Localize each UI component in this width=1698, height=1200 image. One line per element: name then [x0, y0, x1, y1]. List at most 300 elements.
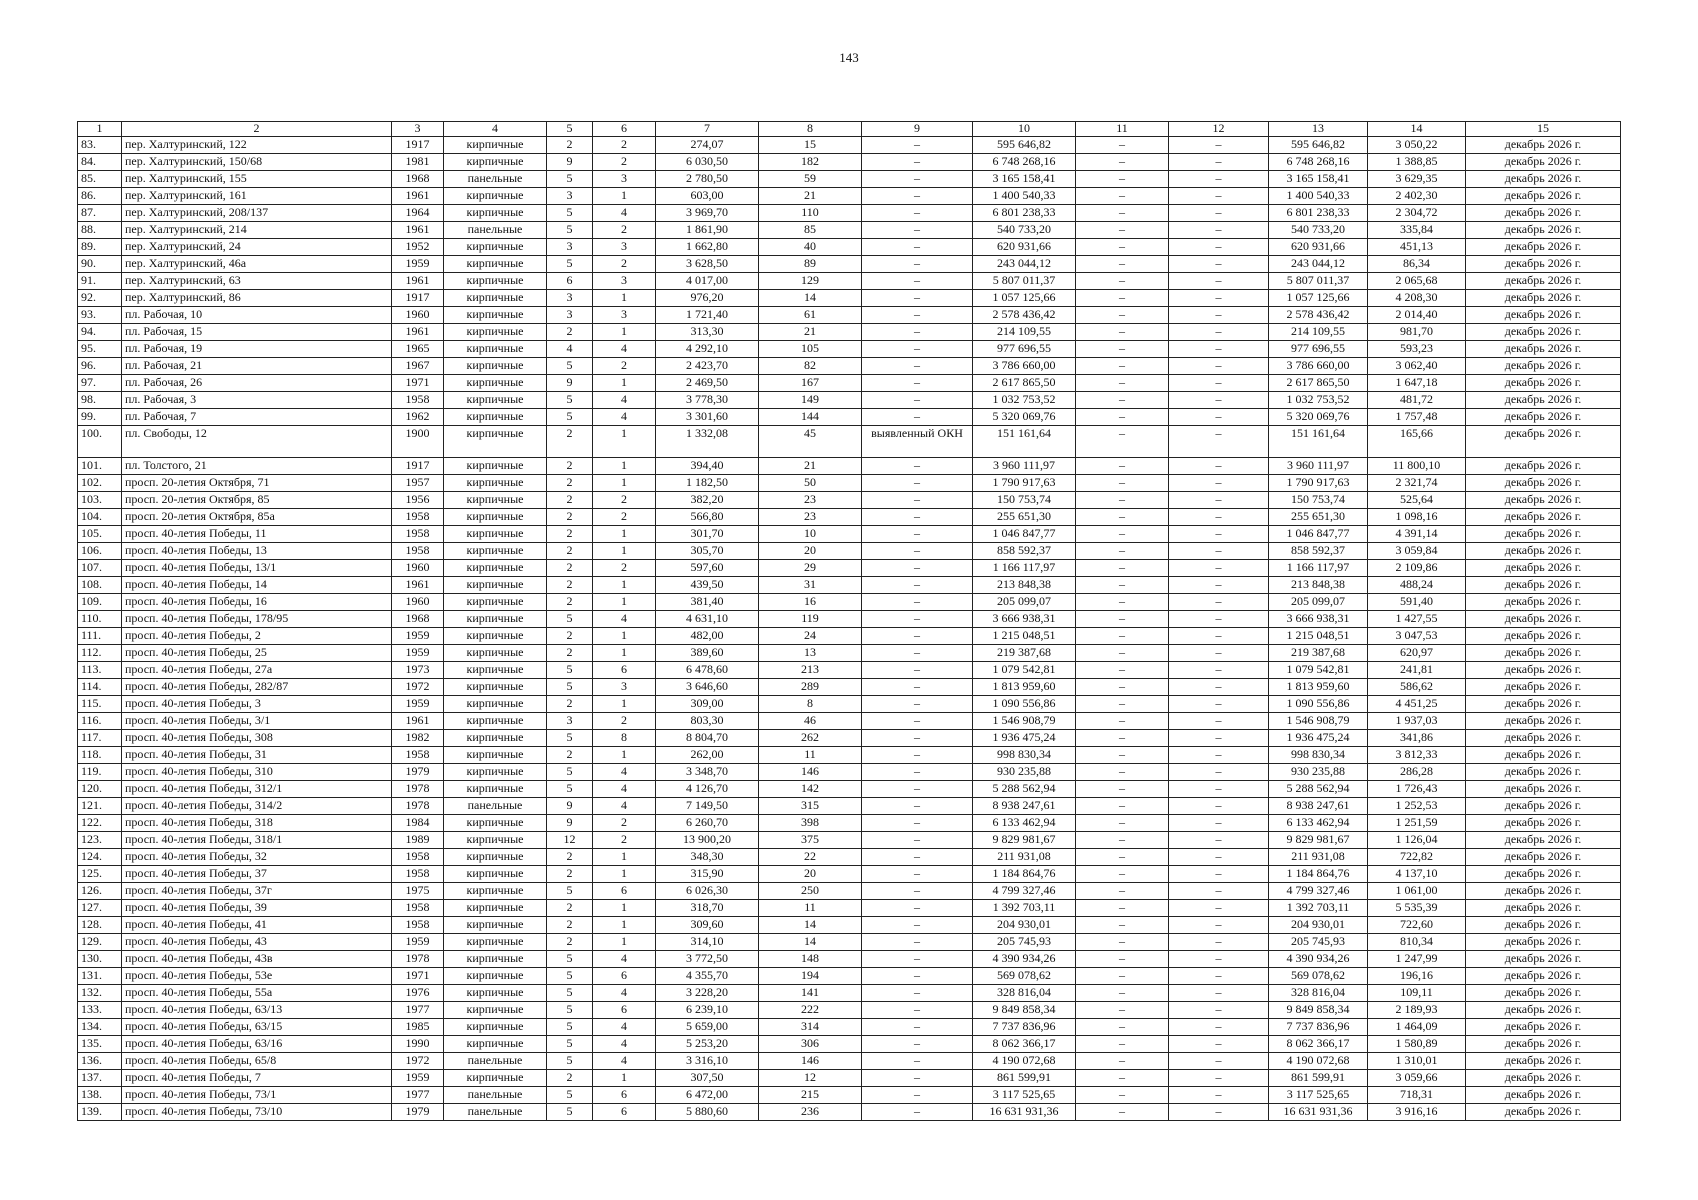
cost-cell: 6 133 462,94 — [973, 815, 1076, 832]
residents-cell: 213 — [759, 662, 862, 679]
address-cell: пер. Халтуринский, 161 — [122, 188, 392, 205]
wall-material-cell: кирпичные — [444, 273, 547, 290]
col12-cell: – — [1169, 475, 1269, 492]
residents-cell: 222 — [759, 1002, 862, 1019]
area-cell: 13 900,20 — [656, 832, 759, 849]
table-row — [78, 205, 1621, 222]
column-header: 7 — [656, 122, 759, 137]
col11-cell: – — [1076, 273, 1169, 290]
residents-cell: 142 — [759, 781, 862, 798]
unit-cost-cell: 3 629,35 — [1368, 171, 1466, 188]
floors-cell: 5 — [547, 883, 593, 900]
heritage-status-cell: – — [862, 985, 973, 1002]
column-header: 1 — [78, 122, 122, 137]
col11-cell: – — [1076, 696, 1169, 713]
heritage-status-cell: – — [862, 154, 973, 171]
table-row — [78, 375, 1621, 392]
address-cell: пер. Халтуринский, 63 — [122, 273, 392, 290]
area-cell: 389,60 — [656, 645, 759, 662]
area-cell: 3 348,70 — [656, 764, 759, 781]
address-cell: пл. Толстого, 21 — [122, 458, 392, 475]
cost-cell: 1 079 542,81 — [973, 662, 1076, 679]
cost-cell: 16 631 931,36 — [973, 1104, 1076, 1121]
total-cost-cell: 1 079 542,81 — [1269, 662, 1368, 679]
col11-cell: – — [1076, 324, 1169, 341]
heritage-status-cell: – — [862, 1036, 973, 1053]
table-row — [78, 1070, 1621, 1087]
heritage-status-cell: – — [862, 781, 973, 798]
row-number-cell: 130. — [78, 951, 122, 968]
row-number-cell: 123. — [78, 832, 122, 849]
deadline-cell: декабрь 2026 г. — [1466, 849, 1621, 866]
column-header: 12 — [1169, 122, 1269, 137]
table-row — [78, 409, 1621, 426]
row-number-cell: 94. — [78, 324, 122, 341]
address-cell: пер. Халтуринский, 122 — [122, 137, 392, 154]
total-cost-cell: 243 044,12 — [1269, 256, 1368, 273]
heritage-status-cell: – — [862, 324, 973, 341]
total-cost-cell: 3 666 938,31 — [1269, 611, 1368, 628]
entrances-cell: 8 — [593, 730, 656, 747]
total-cost-cell: 5 320 069,76 — [1269, 409, 1368, 426]
floors-cell: 3 — [547, 713, 593, 730]
total-cost-cell: 9 849 858,34 — [1269, 1002, 1368, 1019]
row-number-cell: 134. — [78, 1019, 122, 1036]
table-row — [78, 900, 1621, 917]
address-cell: просп. 40-летия Победы, 3/1 — [122, 713, 392, 730]
residents-cell: 110 — [759, 205, 862, 222]
deadline-cell: декабрь 2026 г. — [1466, 1019, 1621, 1036]
floors-cell: 12 — [547, 832, 593, 849]
address-cell: просп. 40-летия Победы, 43в — [122, 951, 392, 968]
entrances-cell: 1 — [593, 543, 656, 560]
year-cell: 1971 — [392, 375, 444, 392]
heritage-status-cell: – — [862, 900, 973, 917]
col12-cell: – — [1169, 375, 1269, 392]
area-cell: 3 778,30 — [656, 392, 759, 409]
year-cell: 1964 — [392, 205, 444, 222]
row-number-cell: 88. — [78, 222, 122, 239]
floors-cell: 2 — [547, 645, 593, 662]
area-cell: 6 472,00 — [656, 1087, 759, 1104]
floors-cell: 3 — [547, 188, 593, 205]
col11-cell: – — [1076, 968, 1169, 985]
col12-cell: – — [1169, 934, 1269, 951]
cost-cell: 595 646,82 — [973, 137, 1076, 154]
row-number-cell: 139. — [78, 1104, 122, 1121]
deadline-cell: декабрь 2026 г. — [1466, 764, 1621, 781]
wall-material-cell: кирпичные — [444, 747, 547, 764]
entrances-cell: 2 — [593, 256, 656, 273]
year-cell: 1984 — [392, 815, 444, 832]
floors-cell: 5 — [547, 764, 593, 781]
entrances-cell: 1 — [593, 866, 656, 883]
col11-cell: – — [1076, 409, 1169, 426]
heritage-status-cell: – — [862, 679, 973, 696]
unit-cost-cell: 3 059,84 — [1368, 543, 1466, 560]
row-number-cell: 137. — [78, 1070, 122, 1087]
address-cell: пер. Халтуринский, 214 — [122, 222, 392, 239]
wall-material-cell: кирпичные — [444, 832, 547, 849]
residents-cell: 45 — [759, 426, 862, 458]
wall-material-cell: кирпичные — [444, 696, 547, 713]
unit-cost-cell: 286,28 — [1368, 764, 1466, 781]
total-cost-cell: 6 801 238,33 — [1269, 205, 1368, 222]
total-cost-cell: 205 099,07 — [1269, 594, 1368, 611]
area-cell: 5 253,20 — [656, 1036, 759, 1053]
wall-material-cell: кирпичные — [444, 883, 547, 900]
area-cell: 3 316,10 — [656, 1053, 759, 1070]
year-cell: 1976 — [392, 985, 444, 1002]
floors-cell: 5 — [547, 1019, 593, 1036]
col11-cell: – — [1076, 1002, 1169, 1019]
heritage-status-cell: – — [862, 628, 973, 645]
row-number-cell: 126. — [78, 883, 122, 900]
unit-cost-cell: 3 062,40 — [1368, 358, 1466, 375]
entrances-cell: 4 — [593, 1036, 656, 1053]
heritage-status-cell: – — [862, 883, 973, 900]
total-cost-cell: 150 753,74 — [1269, 492, 1368, 509]
heritage-status-cell: – — [862, 1053, 973, 1070]
deadline-cell: декабрь 2026 г. — [1466, 645, 1621, 662]
table-row — [78, 392, 1621, 409]
heritage-status-cell: – — [862, 341, 973, 358]
cost-cell: 861 599,91 — [973, 1070, 1076, 1087]
floors-cell: 3 — [547, 307, 593, 324]
col12-cell: – — [1169, 628, 1269, 645]
col11-cell: – — [1076, 426, 1169, 458]
area-cell: 5 880,60 — [656, 1104, 759, 1121]
unit-cost-cell: 620,97 — [1368, 645, 1466, 662]
table-row — [78, 866, 1621, 883]
wall-material-cell: кирпичные — [444, 341, 547, 358]
col12-cell: – — [1169, 747, 1269, 764]
col11-cell: – — [1076, 341, 1169, 358]
col11-cell: – — [1076, 628, 1169, 645]
row-number-cell: 108. — [78, 577, 122, 594]
wall-material-cell: кирпичные — [444, 764, 547, 781]
unit-cost-cell: 488,24 — [1368, 577, 1466, 594]
floors-cell: 5 — [547, 392, 593, 409]
residents-cell: 10 — [759, 526, 862, 543]
address-cell: пл. Рабочая, 15 — [122, 324, 392, 341]
address-cell: просп. 40-летия Победы, 3 — [122, 696, 392, 713]
floors-cell: 5 — [547, 730, 593, 747]
total-cost-cell: 2 617 865,50 — [1269, 375, 1368, 392]
entrances-cell: 2 — [593, 358, 656, 375]
residents-cell: 12 — [759, 1070, 862, 1087]
col12-cell: – — [1169, 645, 1269, 662]
floors-cell: 9 — [547, 154, 593, 171]
col11-cell: – — [1076, 1019, 1169, 1036]
wall-material-cell: кирпичные — [444, 968, 547, 985]
deadline-cell: декабрь 2026 г. — [1466, 239, 1621, 256]
entrances-cell: 1 — [593, 747, 656, 764]
cost-cell: 3 165 158,41 — [973, 171, 1076, 188]
area-cell: 6 026,30 — [656, 883, 759, 900]
deadline-cell: декабрь 2026 г. — [1466, 900, 1621, 917]
deadline-cell: декабрь 2026 г. — [1466, 290, 1621, 307]
row-number-cell: 101. — [78, 458, 122, 475]
area-cell: 439,50 — [656, 577, 759, 594]
unit-cost-cell: 3 059,66 — [1368, 1070, 1466, 1087]
deadline-cell: декабрь 2026 г. — [1466, 968, 1621, 985]
wall-material-cell: панельные — [444, 798, 547, 815]
total-cost-cell: 1 090 556,86 — [1269, 696, 1368, 713]
total-cost-cell: 205 745,93 — [1269, 934, 1368, 951]
col11-cell: – — [1076, 307, 1169, 324]
year-cell: 1958 — [392, 747, 444, 764]
row-number-cell: 129. — [78, 934, 122, 951]
row-number-cell: 109. — [78, 594, 122, 611]
address-cell: просп. 40-летия Победы, 25 — [122, 645, 392, 662]
column-header: 3 — [392, 122, 444, 137]
col12-cell: – — [1169, 883, 1269, 900]
col11-cell: – — [1076, 188, 1169, 205]
deadline-cell: декабрь 2026 г. — [1466, 798, 1621, 815]
total-cost-cell: 8 062 366,17 — [1269, 1036, 1368, 1053]
wall-material-cell: кирпичные — [444, 475, 547, 492]
table-row — [78, 832, 1621, 849]
residents-cell: 16 — [759, 594, 862, 611]
col12-cell: – — [1169, 358, 1269, 375]
entrances-cell: 4 — [593, 985, 656, 1002]
wall-material-cell: кирпичные — [444, 679, 547, 696]
year-cell: 1958 — [392, 526, 444, 543]
wall-material-cell: кирпичные — [444, 239, 547, 256]
address-cell: просп. 40-летия Победы, 73/10 — [122, 1104, 392, 1121]
table-row — [78, 358, 1621, 375]
address-cell: пер. Халтуринский, 155 — [122, 171, 392, 188]
address-cell: пл. Рабочая, 3 — [122, 392, 392, 409]
floors-cell: 2 — [547, 475, 593, 492]
unit-cost-cell: 1 251,59 — [1368, 815, 1466, 832]
table-row — [78, 560, 1621, 577]
table-row — [78, 611, 1621, 628]
deadline-cell: декабрь 2026 г. — [1466, 985, 1621, 1002]
table-row — [78, 662, 1621, 679]
total-cost-cell: 977 696,55 — [1269, 341, 1368, 358]
deadline-cell: декабрь 2026 г. — [1466, 1053, 1621, 1070]
total-cost-cell: 620 931,66 — [1269, 239, 1368, 256]
wall-material-cell: кирпичные — [444, 526, 547, 543]
residents-cell: 23 — [759, 492, 862, 509]
col11-cell: – — [1076, 747, 1169, 764]
area-cell: 8 804,70 — [656, 730, 759, 747]
total-cost-cell: 4 799 327,46 — [1269, 883, 1368, 900]
unit-cost-cell: 165,66 — [1368, 426, 1466, 458]
wall-material-cell: кирпичные — [444, 375, 547, 392]
address-cell: просп. 40-летия Победы, 16 — [122, 594, 392, 611]
floors-cell: 3 — [547, 290, 593, 307]
total-cost-cell: 930 235,88 — [1269, 764, 1368, 781]
entrances-cell: 1 — [593, 628, 656, 645]
table-row — [78, 696, 1621, 713]
deadline-cell: декабрь 2026 г. — [1466, 951, 1621, 968]
col12-cell: – — [1169, 662, 1269, 679]
area-cell: 482,00 — [656, 628, 759, 645]
unit-cost-cell: 196,16 — [1368, 968, 1466, 985]
table-row — [78, 1053, 1621, 1070]
wall-material-cell: кирпичные — [444, 985, 547, 1002]
deadline-cell: декабрь 2026 г. — [1466, 1002, 1621, 1019]
col12-cell: – — [1169, 492, 1269, 509]
unit-cost-cell: 525,64 — [1368, 492, 1466, 509]
cost-cell: 1 392 703,11 — [973, 900, 1076, 917]
deadline-cell: декабрь 2026 г. — [1466, 475, 1621, 492]
wall-material-cell: кирпичные — [444, 1019, 547, 1036]
floors-cell: 6 — [547, 273, 593, 290]
total-cost-cell: 211 931,08 — [1269, 849, 1368, 866]
residents-cell: 21 — [759, 458, 862, 475]
total-cost-cell: 5 288 562,94 — [1269, 781, 1368, 798]
residents-cell: 21 — [759, 324, 862, 341]
area-cell: 2 780,50 — [656, 171, 759, 188]
entrances-cell: 1 — [593, 696, 656, 713]
entrances-cell: 3 — [593, 273, 656, 290]
year-cell: 1917 — [392, 290, 444, 307]
unit-cost-cell: 109,11 — [1368, 985, 1466, 1002]
total-cost-cell: 1 813 959,60 — [1269, 679, 1368, 696]
floors-cell: 2 — [547, 492, 593, 509]
column-header: 6 — [593, 122, 656, 137]
wall-material-cell: кирпичные — [444, 611, 547, 628]
col12-cell: – — [1169, 1087, 1269, 1104]
table-row — [78, 307, 1621, 324]
wall-material-cell: кирпичные — [444, 205, 547, 222]
heritage-status-cell: – — [862, 188, 973, 205]
entrances-cell: 2 — [593, 492, 656, 509]
entrances-cell: 1 — [593, 849, 656, 866]
year-cell: 1917 — [392, 458, 444, 475]
wall-material-cell: кирпичные — [444, 307, 547, 324]
address-cell: просп. 40-летия Победы, 14 — [122, 577, 392, 594]
col11-cell: – — [1076, 849, 1169, 866]
area-cell: 309,60 — [656, 917, 759, 934]
year-cell: 1956 — [392, 492, 444, 509]
residents-cell: 149 — [759, 392, 862, 409]
heritage-status-cell: – — [862, 849, 973, 866]
residents-cell: 11 — [759, 747, 862, 764]
area-cell: 307,50 — [656, 1070, 759, 1087]
total-cost-cell: 861 599,91 — [1269, 1070, 1368, 1087]
floors-cell: 5 — [547, 222, 593, 239]
column-header: 5 — [547, 122, 593, 137]
unit-cost-cell: 591,40 — [1368, 594, 1466, 611]
table-row — [78, 713, 1621, 730]
cost-cell: 2 578 436,42 — [973, 307, 1076, 324]
residents-cell: 146 — [759, 764, 862, 781]
wall-material-cell: кирпичные — [444, 409, 547, 426]
col12-cell: – — [1169, 696, 1269, 713]
heritage-status-cell: – — [862, 392, 973, 409]
deadline-cell: декабрь 2026 г. — [1466, 577, 1621, 594]
wall-material-cell: кирпичные — [444, 917, 547, 934]
row-number-cell: 105. — [78, 526, 122, 543]
row-number-cell: 121. — [78, 798, 122, 815]
deadline-cell: декабрь 2026 г. — [1466, 426, 1621, 458]
residents-cell: 13 — [759, 645, 862, 662]
residents-cell: 146 — [759, 1053, 862, 1070]
column-header: 11 — [1076, 122, 1169, 137]
col11-cell: – — [1076, 934, 1169, 951]
heritage-status-cell: – — [862, 222, 973, 239]
area-cell: 6 260,70 — [656, 815, 759, 832]
col12-cell: – — [1169, 713, 1269, 730]
residents-cell: 31 — [759, 577, 862, 594]
col12-cell: – — [1169, 951, 1269, 968]
year-cell: 1960 — [392, 307, 444, 324]
table-row — [78, 137, 1621, 154]
total-cost-cell: 6 133 462,94 — [1269, 815, 1368, 832]
table-row — [78, 543, 1621, 560]
deadline-cell: декабрь 2026 г. — [1466, 392, 1621, 409]
unit-cost-cell: 2 014,40 — [1368, 307, 1466, 324]
col12-cell: – — [1169, 798, 1269, 815]
row-number-cell: 119. — [78, 764, 122, 781]
table-row — [78, 256, 1621, 273]
unit-cost-cell: 2 065,68 — [1368, 273, 1466, 290]
area-cell: 394,40 — [656, 458, 759, 475]
residents-cell: 306 — [759, 1036, 862, 1053]
heritage-status-cell: – — [862, 1002, 973, 1019]
floors-cell: 2 — [547, 594, 593, 611]
year-cell: 1917 — [392, 137, 444, 154]
floors-cell: 3 — [547, 239, 593, 256]
cost-cell: 858 592,37 — [973, 543, 1076, 560]
deadline-cell: декабрь 2026 г. — [1466, 324, 1621, 341]
col11-cell: – — [1076, 358, 1169, 375]
floors-cell: 2 — [547, 458, 593, 475]
table-row — [78, 171, 1621, 188]
table-row — [78, 883, 1621, 900]
heritage-status-cell: – — [862, 968, 973, 985]
unit-cost-cell: 1 061,00 — [1368, 883, 1466, 900]
floors-cell: 5 — [547, 968, 593, 985]
address-cell: просп. 40-летия Победы, 43 — [122, 934, 392, 951]
table-row — [78, 679, 1621, 696]
floors-cell: 2 — [547, 577, 593, 594]
residents-cell: 61 — [759, 307, 862, 324]
area-cell: 566,80 — [656, 509, 759, 526]
unit-cost-cell: 1 388,85 — [1368, 154, 1466, 171]
col11-cell: – — [1076, 594, 1169, 611]
table-row — [78, 475, 1621, 492]
deadline-cell: декабрь 2026 г. — [1466, 171, 1621, 188]
residents-cell: 144 — [759, 409, 862, 426]
col12-cell: – — [1169, 1002, 1269, 1019]
unit-cost-cell: 810,34 — [1368, 934, 1466, 951]
year-cell: 1989 — [392, 832, 444, 849]
col12-cell: – — [1169, 290, 1269, 307]
heritage-status-cell: – — [862, 730, 973, 747]
table-row — [78, 290, 1621, 307]
address-cell: просп. 40-летия Победы, 13 — [122, 543, 392, 560]
cost-cell: 3 117 525,65 — [973, 1087, 1076, 1104]
address-cell: просп. 40-летия Победы, 53е — [122, 968, 392, 985]
entrances-cell: 4 — [593, 951, 656, 968]
col12-cell: – — [1169, 900, 1269, 917]
total-cost-cell: 3 165 158,41 — [1269, 171, 1368, 188]
area-cell: 301,70 — [656, 526, 759, 543]
year-cell: 1968 — [392, 171, 444, 188]
heritage-status-cell: – — [862, 526, 973, 543]
registry-table — [77, 121, 1621, 1121]
entrances-cell: 1 — [593, 917, 656, 934]
address-cell: пл. Рабочая, 7 — [122, 409, 392, 426]
col11-cell: – — [1076, 256, 1169, 273]
address-cell: просп. 40-летия Победы, 31 — [122, 747, 392, 764]
